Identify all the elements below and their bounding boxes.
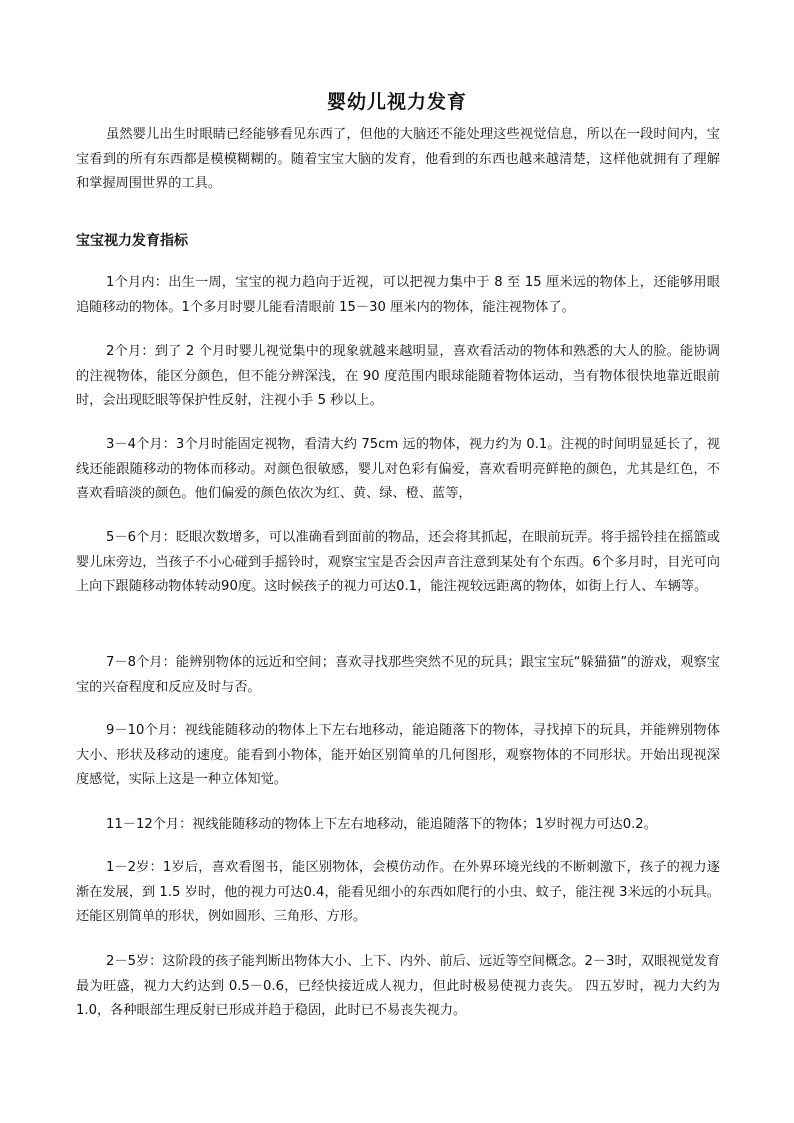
document-title: 婴幼儿视力发育 xyxy=(326,90,467,113)
stage-paragraph-7-8-months: 7－8个月：能辨别物体的远近和空间；喜欢寻找那些突然不见的玩具；跟宝宝玩“躲猫猫”的游戏，观察宝宝的兴奋程度和反应及时与否。 xyxy=(76,655,720,695)
stage-paragraph-2-5-years: 2－5岁：这阶段的孩子能判断出物体大小、上下、内外、前后、远近等空间概念。2－3时，双眼视觉发育最为旺盛，视力大约达到 0.5－0.6，已经快接近成人视力，但此时极易使视力丧失。 四五岁时，视力大约为 1.0，各种眼部生理反射已形成并趋于稳固，此时已不易丧失视力。 xyxy=(76,954,720,1018)
section-heading: 宝宝视力发育指标 xyxy=(76,233,188,249)
stage-paragraph-1-month: 1个月内：出生一周，宝宝的视力趋向于近视，可以把视力集中于 8 至 15 厘米远的物体上，还能够用眼追随移动的物体。1个多月时婴儿能看清眼前 15－30 厘米内的物体，能注视物体了。 xyxy=(76,275,720,315)
stage-paragraph-1-2-years: 1－2岁：1岁后，喜欢看图书，能区别物体，会模仿动作。在外界环境光线的不断刺激下，孩子的视力逐渐在发展，到 1.5 岁时，他的视力可达0.4，能看见细小的东西如爬行的小虫、蚊子，能注视 3米远的小玩具。还能区别简单的形状，例如圆形、三角形、方形。 xyxy=(76,860,720,924)
intro-paragraph: 虽然婴儿出生时眼睛已经能够看见东西了，但他的大脑还不能处理这些视觉信息，所以在一段时间内，宝宝看到的所有东西都是模模糊糊的。随着宝宝大脑的发育，他看到的东西也越来越清楚，这样他就拥有了理解和掌握周围世界的工具。 xyxy=(76,127,720,191)
stage-paragraph-3-4-months: 3－4个月：3个月时能固定视物，看清大约 75cm 远的物体，视力约为 0.1。注视的时间明显延长了，视线还能跟随移动的物体而移动。对颜色很敏感，婴儿对色彩有偏爱，喜欢看明亮鲜艳的颜色，尤其是红色，不喜欢看暗淡的颜色。他们偏爱的颜色依次为红、黄、绿、橙、蓝等， xyxy=(76,437,720,501)
stage-paragraph-9-10-months: 9－10个月：视线能随移动的物体上下左右地移动，能追随落下的物体，寻找掉下的玩具，并能辨别物体大小、形状及移动的速度。能看到小物体，能开始区别简单的几何图形，观察物体的不同形状。开始出现视深度感觉，实际上这是一种立体知觉。 xyxy=(76,723,720,787)
stage-paragraph-5-6-months: 5－6个月：眨眼次数增多，可以准确看到面前的物品，还会将其抓起，在眼前玩弄。将手摇铃挂在摇篮或婴儿床旁边，当孩子不小心碰到手摇铃时，观察宝宝是否会因声音注意到某处有个东西。6个多月时，目光可向上向下跟随移动物体转动90度。这时候孩子的视力可达0.1，能注视较远距离的物体，如街上行人、车辆等。 xyxy=(76,530,720,594)
stage-paragraph-11-12-months: 11－12个月：视线能随移动的物体上下左右地移动，能追随落下的物体；1岁时视力可达0.2。 xyxy=(106,817,657,832)
stage-paragraph-2-months: 2个月：到了 2 个月时婴儿视觉集中的现象就越来越明显，喜欢看活动的物体和熟悉的大人的脸。能协调的注视物体，能区分颜色，但不能分辨深浅，在 90 度范围内眼球能随着物体运动，当有物体很快地靠近眼前时，会出现眨眼等保护性反射，注视小手 5 秒以上。 xyxy=(76,344,720,408)
